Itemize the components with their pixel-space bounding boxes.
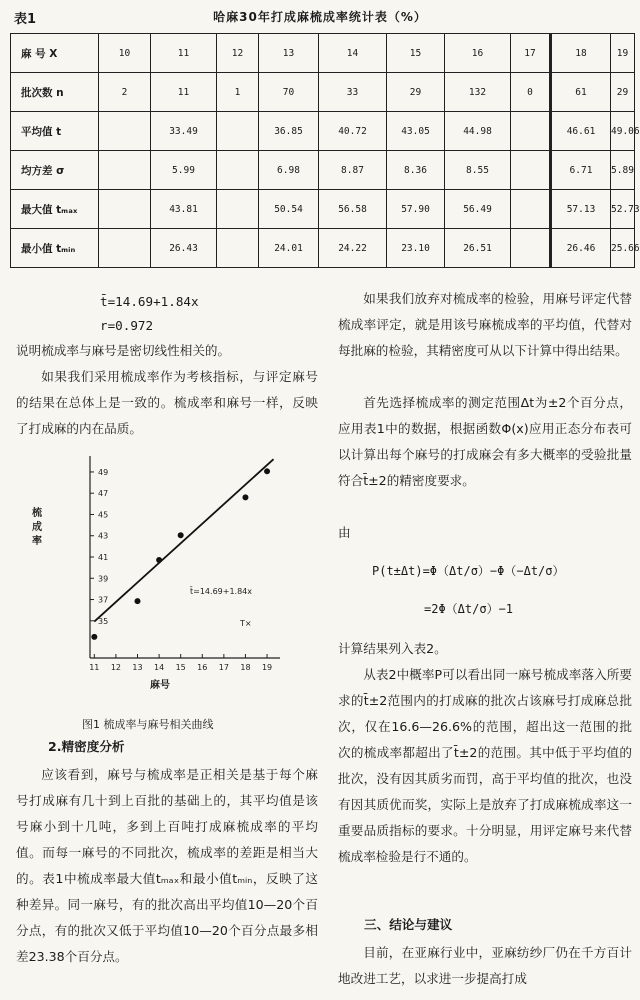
chart-x-tick-label: 13 xyxy=(132,663,143,672)
figure-note: T× xyxy=(240,619,252,628)
data-point xyxy=(91,634,97,640)
table-cell xyxy=(99,190,151,229)
table-cell xyxy=(511,112,551,151)
table-cell: 19 xyxy=(611,34,635,73)
chart-y-tick-label: 47 xyxy=(98,489,109,499)
data-point xyxy=(242,494,248,500)
table-cell: 43.81 xyxy=(151,190,217,229)
fit-line-label: t̄=14.69+1.84x xyxy=(190,587,252,596)
row-header: 最小值 tₘᵢₙ xyxy=(11,229,99,268)
chart-x-tick-label: 12 xyxy=(110,663,122,672)
data-point xyxy=(156,557,162,563)
chart-y-tick-label: 39 xyxy=(98,574,109,584)
table-cell: 26.46 xyxy=(551,229,611,268)
table-cell: 52.73 xyxy=(611,190,635,229)
table-cell: 12 xyxy=(217,34,259,73)
chart-x-tick-label: 17 xyxy=(218,663,229,672)
row-header: 批次数 n xyxy=(11,73,99,112)
fit-line xyxy=(94,459,273,621)
left-paragraph-3: 应该看到，麻号与梳成率是正相关是基于每个麻号打成麻有几十到上百批的基础上的，其平均值是该号麻小到十几吨，多到上百吨打成麻梳成率的平均值。而每一麻号的不同批次，梳成率的差距是相当大的。表1中梳成率最大值tₘₐₓ和最小值tₘᵢₙ，反映了这种差异。同一麻号，有的批次高出平均值10—20个百分点，有的批次又低于平均值10—20个百分点最多相差23.38个百分点。 xyxy=(16,767,318,964)
table-cell: 11 xyxy=(151,73,217,112)
chart-x-tick-label: 14 xyxy=(153,663,165,672)
table-cell: 57.13 xyxy=(551,190,611,229)
formula-2: =2Φ（Δt/σ）−1 xyxy=(424,602,514,616)
row-header: 麻 号 X xyxy=(11,34,99,73)
table-cell: 5.99 xyxy=(151,151,217,190)
table-row xyxy=(11,34,635,73)
left-paragraph-2: 如果我们采用梳成率作为考核指标，与评定麻号的结果在总体上是一致的。梳成率和麻号一样，反映了打成麻的内在品质。 xyxy=(16,369,318,436)
table-cell: 24.01 xyxy=(259,229,319,268)
table-cell: 11 xyxy=(151,34,217,73)
table-cell: 33.49 xyxy=(151,112,217,151)
table-cell xyxy=(217,190,259,229)
table-cell xyxy=(217,151,259,190)
table-cell: 23.10 xyxy=(387,229,445,268)
table-cell: 1 xyxy=(217,73,259,112)
row-header: 平均值 t xyxy=(11,112,99,151)
right-paragraph-4: 从表2中概率P可以看出同一麻号梳成率落入所要求的t̄±2范围内的打成麻的批次占该麻号打成麻总批次，仅在16.6—26.6%的范围，超出这一范围的批次的梳成率都超出了t̄±2的范围。其中低于平均值的批次，没有因其质劣而罚，高于平均值的批次，也没有因其质优而奖，实际上是放弃了打成麻梳成率这一重要品质指标的要求。十分明显，用评定麻号来代替梳成率检验是行不通的。 xyxy=(338,667,632,864)
table-cell: 8.36 xyxy=(387,151,445,190)
data-point xyxy=(264,468,270,474)
table-cell: 15 xyxy=(387,34,445,73)
chart-x-tick-label: 11 xyxy=(89,663,100,672)
table-cell: 29 xyxy=(611,73,635,112)
chart-x-label: 麻号 xyxy=(150,680,170,691)
table-cell xyxy=(511,229,551,268)
table-cell: 26.43 xyxy=(151,229,217,268)
table-cell xyxy=(511,151,551,190)
table-cell: 70 xyxy=(259,73,319,112)
table-cell: 6.98 xyxy=(259,151,319,190)
right-you: 由 xyxy=(338,525,351,540)
table-cell: 14 xyxy=(319,34,387,73)
table-cell: 6.71 xyxy=(551,151,611,190)
table-cell: 17 xyxy=(511,34,551,73)
table-title: 哈麻30年打成麻梳成率统计表（%） xyxy=(213,10,427,24)
right-paragraph-1: 如果我们放弃对梳成率的检验，用麻号评定代替梳成率评定，就是用该号麻梳成率的平均值，代替对每批麻的检验，其精密度可从以下计算中得出结果。 xyxy=(338,291,632,358)
chart-x-tick-label: 16 xyxy=(197,663,208,672)
data-point xyxy=(135,598,141,604)
table-cell: 24.22 xyxy=(319,229,387,268)
table-cell: 13 xyxy=(259,34,319,73)
table-cell xyxy=(99,151,151,190)
right-paragraph-5: 目前，在亚麻行业中，亚麻纺纱厂仍在千方百计地改进工艺，以求进一步提高打成 xyxy=(338,945,632,986)
table-cell: 26.51 xyxy=(445,229,511,268)
table-cell xyxy=(511,190,551,229)
row-header: 最大值 tₘₐₓ xyxy=(11,190,99,229)
table-cell: 57.90 xyxy=(387,190,445,229)
table-row xyxy=(11,112,635,151)
section-2-heading: 2.精密度分析 xyxy=(48,739,125,754)
section-3-heading: 三、结论与建议 xyxy=(364,917,453,932)
formula-1: P(t±Δt)=Φ（Δt/σ）−Φ（−Δt/σ） xyxy=(372,564,565,578)
table-cell: 61 xyxy=(551,73,611,112)
table-row xyxy=(11,151,635,190)
chart-y-tick-label: 35 xyxy=(98,616,109,626)
table-label: 表1 xyxy=(14,12,37,27)
table-cell xyxy=(99,112,151,151)
chart-y-tick-label: 37 xyxy=(98,595,109,605)
table-cell: 132 xyxy=(445,73,511,112)
chart-x-tick-label: 15 xyxy=(175,663,186,672)
table-row xyxy=(11,190,635,229)
chart-y-tick-label: 49 xyxy=(98,467,109,477)
right-paragraph-3: 计算结果列入表2。 xyxy=(338,641,447,656)
table-cell: 2 xyxy=(99,73,151,112)
table-cell: 50.54 xyxy=(259,190,319,229)
table-cell: 0 xyxy=(511,73,551,112)
table-cell xyxy=(99,229,151,268)
table-cell: 56.49 xyxy=(445,190,511,229)
data-point xyxy=(178,532,184,538)
table-cell: 29 xyxy=(387,73,445,112)
table-cell: 16 xyxy=(445,34,511,73)
table-cell: 43.05 xyxy=(387,112,445,151)
table-cell: 40.72 xyxy=(319,112,387,151)
chart-y-label: 梳成率 xyxy=(32,508,42,547)
table-cell: 46.61 xyxy=(551,112,611,151)
table-row xyxy=(11,229,635,268)
left-paragraph-1: 说明梳成率与麻号是密切线性相关的。 xyxy=(16,343,231,358)
table-cell: 8.87 xyxy=(319,151,387,190)
correlation-coefficient: r=0.972 xyxy=(100,318,154,333)
figure-1-chart xyxy=(40,448,296,698)
right-paragraph-2: 首先选择梳成率的测定范围Δt为±2个百分点，应用表1中的数据，根据函数Φ(x)应用正态分布表可以计算出每个麻号的打成麻会有多大概率的受验批量符合t̄±2的精密度要求。 xyxy=(338,395,632,488)
table-cell: 36.85 xyxy=(259,112,319,151)
table-cell: 56.58 xyxy=(319,190,387,229)
chart-x-tick-label: 19 xyxy=(261,663,273,672)
row-header: 均方差 σ xyxy=(11,151,99,190)
table-cell xyxy=(217,112,259,151)
table-row xyxy=(11,73,635,112)
table-cell: 10 xyxy=(99,34,151,73)
table-cell: 33 xyxy=(319,73,387,112)
data-table xyxy=(10,33,640,268)
table-cell: 18 xyxy=(551,34,611,73)
figure-caption: 图1 梳成率与麻号相关曲线 xyxy=(82,718,214,731)
regression-equation: t̄=14.69+1.84x xyxy=(100,294,199,309)
chart-y-tick-label: 41 xyxy=(98,553,109,562)
chart-y-tick-label: 43 xyxy=(98,531,109,541)
table-cell: 49.06 xyxy=(611,112,635,151)
table-cell: 25.66 xyxy=(611,229,635,268)
table-cell: 8.55 xyxy=(445,151,511,190)
table-cell: 44.98 xyxy=(445,112,511,151)
chart-x-tick-label: 18 xyxy=(240,663,251,672)
table-cell: 5.89 xyxy=(611,151,635,190)
chart-y-tick-label: 45 xyxy=(98,510,109,520)
table-cell xyxy=(217,229,259,268)
